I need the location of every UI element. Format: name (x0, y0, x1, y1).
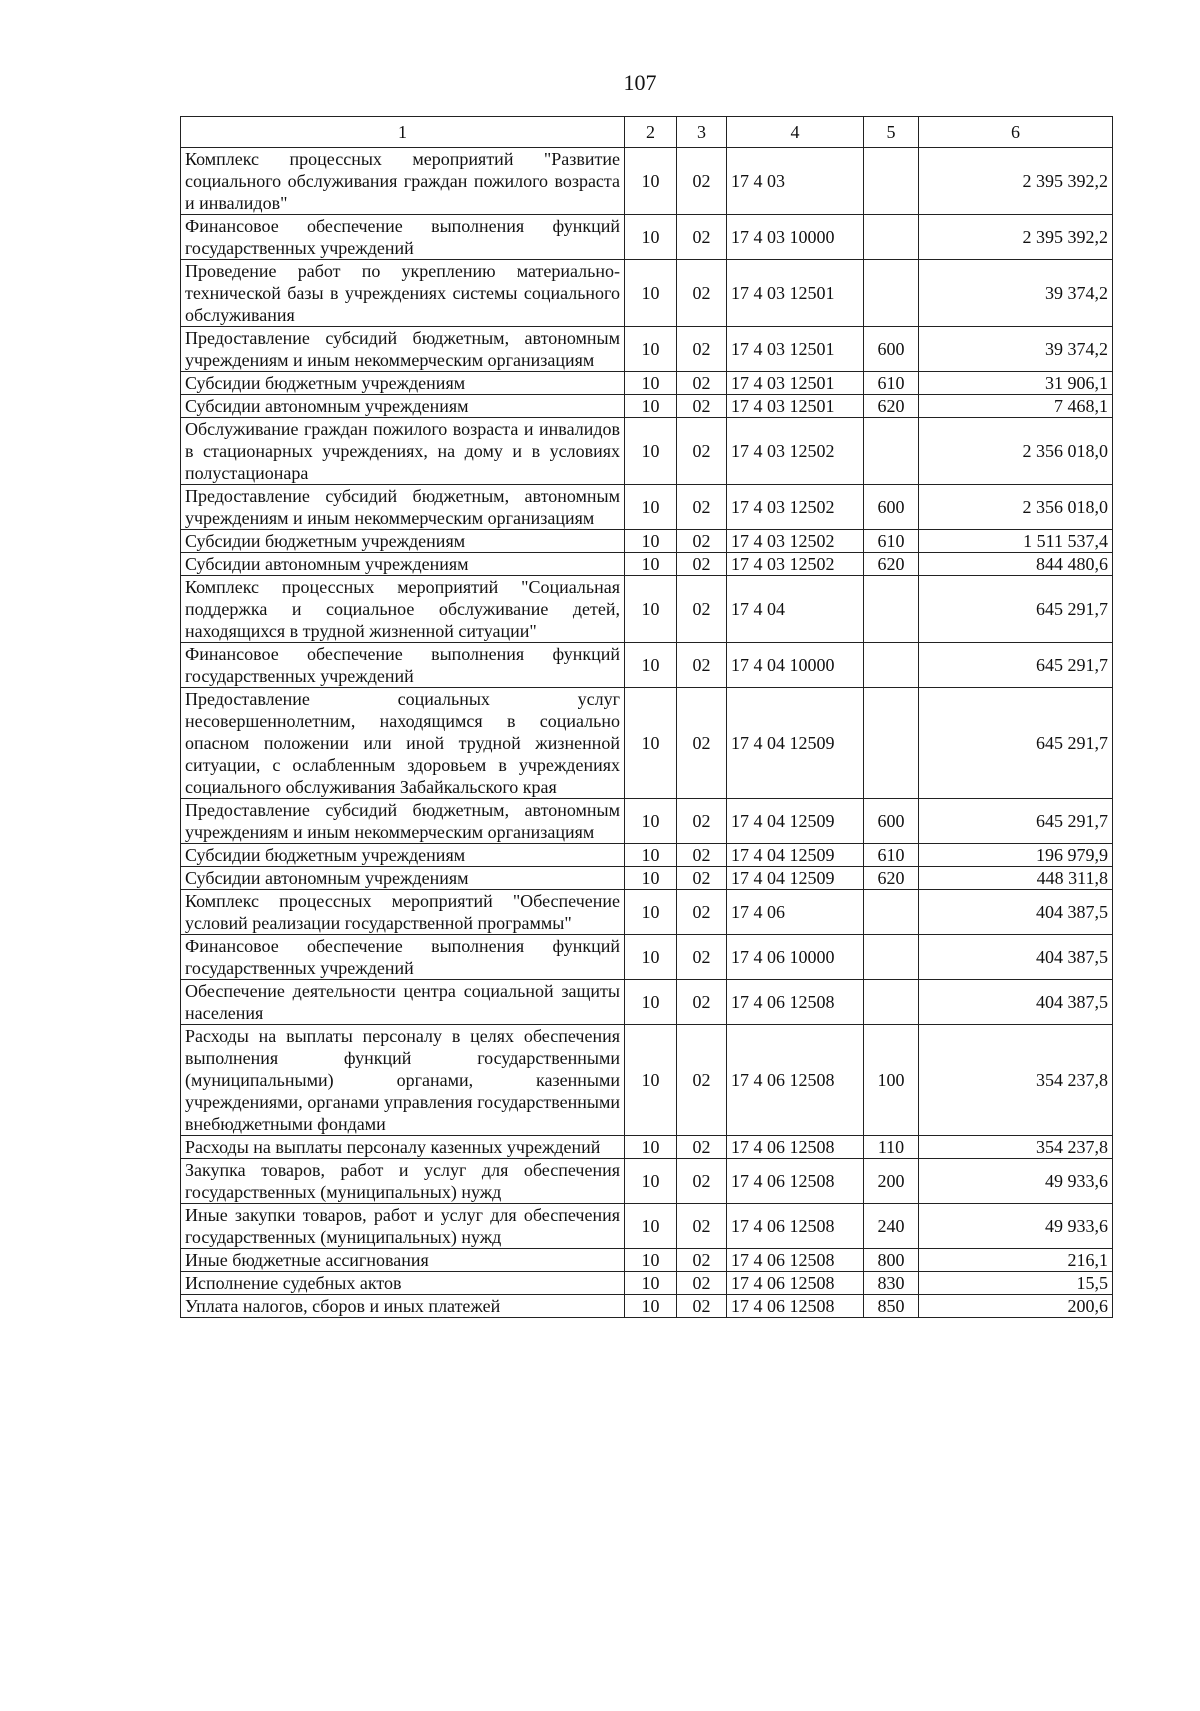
row-expense-type (864, 148, 919, 215)
row-section: 10 (625, 890, 677, 935)
row-amount: 2 395 392,2 (919, 148, 1113, 215)
row-subsection: 02 (677, 890, 727, 935)
row-subsection: 02 (677, 1295, 727, 1318)
row-target-code: 17 4 04 12509 (727, 844, 864, 867)
table-row (181, 890, 1113, 935)
table-row (181, 1025, 1113, 1136)
row-section: 10 (625, 485, 677, 530)
row-target-code: 17 4 06 12508 (727, 1025, 864, 1136)
budget-table (180, 116, 1113, 1318)
table-row (181, 327, 1113, 372)
row-target-code: 17 4 03 12502 (727, 553, 864, 576)
row-expense-type (864, 890, 919, 935)
header-col-1: 1 (181, 117, 625, 148)
row-subsection: 02 (677, 576, 727, 643)
row-name: Иные бюджетные ассигнования (181, 1249, 625, 1272)
row-name: Комплекс процессных мероприятий "Социальная поддержка и социальное обслуживание детей, находящихся в трудной жизненной ситуации" (181, 576, 625, 643)
row-subsection: 02 (677, 1136, 727, 1159)
row-name: Субсидии бюджетным учреждениям (181, 844, 625, 867)
row-section: 10 (625, 688, 677, 799)
table-row (181, 576, 1113, 643)
row-section: 10 (625, 215, 677, 260)
row-name: Субсидии бюджетным учреждениям (181, 530, 625, 553)
row-name: Уплата налогов, сборов и иных платежей (181, 1295, 625, 1318)
row-subsection: 02 (677, 1272, 727, 1295)
row-section: 10 (625, 1249, 677, 1272)
table-row (181, 1295, 1113, 1318)
row-expense-type (864, 260, 919, 327)
table-row (181, 1204, 1113, 1249)
row-name: Обслуживание граждан пожилого возраста и инвалидов в стационарных учреждениях, на дому и в условиях полустационара (181, 418, 625, 485)
row-section: 10 (625, 935, 677, 980)
row-section: 10 (625, 1295, 677, 1318)
table-row (181, 980, 1113, 1025)
table-body (181, 117, 1113, 1318)
row-name: Предоставление социальных услуг несовершеннолетним, находящимся в социально опасном положении или иной трудной жизненной ситуации, с ослабленным здоровьем в учреждениях социального обслуживания Забайкальского края (181, 688, 625, 799)
row-subsection: 02 (677, 395, 727, 418)
row-name: Расходы на выплаты персоналу в целях обеспечения выполнения функций государственными (муниципальными) органами, казенными учреждениями, органами управления государственными внебюджетными фондами (181, 1025, 625, 1136)
row-name: Субсидии автономным учреждениям (181, 867, 625, 890)
row-target-code: 17 4 03 12501 (727, 372, 864, 395)
row-subsection: 02 (677, 1204, 727, 1249)
row-section: 10 (625, 327, 677, 372)
row-amount: 200,6 (919, 1295, 1113, 1318)
row-expense-type (864, 643, 919, 688)
table-row (181, 688, 1113, 799)
row-expense-type: 600 (864, 485, 919, 530)
row-amount: 2 395 392,2 (919, 215, 1113, 260)
row-subsection: 02 (677, 215, 727, 260)
row-amount: 404 387,5 (919, 935, 1113, 980)
row-name: Предоставление субсидий бюджетным, автономным учреждениям и иным некоммерческим организациям (181, 485, 625, 530)
row-target-code: 17 4 04 (727, 576, 864, 643)
header-col-6: 6 (919, 117, 1113, 148)
row-target-code: 17 4 06 12508 (727, 1159, 864, 1204)
row-section: 10 (625, 980, 677, 1025)
row-subsection: 02 (677, 867, 727, 890)
table-row (181, 372, 1113, 395)
row-expense-type: 600 (864, 799, 919, 844)
row-target-code: 17 4 06 (727, 890, 864, 935)
row-amount: 354 237,8 (919, 1025, 1113, 1136)
row-name: Расходы на выплаты персоналу казенных учреждений (181, 1136, 625, 1159)
row-name: Проведение работ по укреплению материально-технической базы в учреждениях системы социального обслуживания (181, 260, 625, 327)
row-expense-type (864, 688, 919, 799)
row-subsection: 02 (677, 1249, 727, 1272)
row-amount: 1 511 537,4 (919, 530, 1113, 553)
row-section: 10 (625, 148, 677, 215)
row-section: 10 (625, 553, 677, 576)
row-amount: 645 291,7 (919, 576, 1113, 643)
row-name: Обеспечение деятельности центра социальной защиты населения (181, 980, 625, 1025)
row-section: 10 (625, 1136, 677, 1159)
row-subsection: 02 (677, 1159, 727, 1204)
row-name: Субсидии бюджетным учреждениям (181, 372, 625, 395)
row-amount: 844 480,6 (919, 553, 1113, 576)
row-subsection: 02 (677, 485, 727, 530)
row-section: 10 (625, 643, 677, 688)
row-amount: 196 979,9 (919, 844, 1113, 867)
row-section: 10 (625, 799, 677, 844)
row-target-code: 17 4 06 12508 (727, 980, 864, 1025)
table-row (181, 935, 1113, 980)
row-name: Субсидии автономным учреждениям (181, 395, 625, 418)
row-expense-type: 100 (864, 1025, 919, 1136)
row-section: 10 (625, 418, 677, 485)
row-name: Финансовое обеспечение выполнения функций государственных учреждений (181, 215, 625, 260)
row-expense-type: 610 (864, 844, 919, 867)
row-amount: 2 356 018,0 (919, 485, 1113, 530)
row-target-code: 17 4 03 12502 (727, 485, 864, 530)
row-target-code: 17 4 04 12509 (727, 867, 864, 890)
row-amount: 448 311,8 (919, 867, 1113, 890)
row-subsection: 02 (677, 799, 727, 844)
row-section: 10 (625, 372, 677, 395)
row-name: Закупка товаров, работ и услуг для обеспечения государственных (муниципальных) нужд (181, 1159, 625, 1204)
row-target-code: 17 4 03 12501 (727, 395, 864, 418)
table-row (181, 260, 1113, 327)
row-expense-type: 620 (864, 867, 919, 890)
row-section: 10 (625, 530, 677, 553)
row-section: 10 (625, 1272, 677, 1295)
row-amount: 31 906,1 (919, 372, 1113, 395)
table-row (181, 553, 1113, 576)
row-target-code: 17 4 03 12501 (727, 327, 864, 372)
row-amount: 7 468,1 (919, 395, 1113, 418)
row-expense-type: 600 (864, 327, 919, 372)
row-expense-type: 850 (864, 1295, 919, 1318)
row-subsection: 02 (677, 553, 727, 576)
table-row (181, 1249, 1113, 1272)
row-amount: 39 374,2 (919, 260, 1113, 327)
row-target-code: 17 4 04 10000 (727, 643, 864, 688)
row-subsection: 02 (677, 1025, 727, 1136)
row-expense-type: 620 (864, 553, 919, 576)
row-amount: 404 387,5 (919, 890, 1113, 935)
table-row (181, 530, 1113, 553)
row-expense-type: 610 (864, 530, 919, 553)
row-subsection: 02 (677, 844, 727, 867)
row-expense-type: 620 (864, 395, 919, 418)
row-name: Финансовое обеспечение выполнения функций государственных учреждений (181, 935, 625, 980)
row-amount: 2 356 018,0 (919, 418, 1113, 485)
row-amount: 39 374,2 (919, 327, 1113, 372)
row-target-code: 17 4 06 12508 (727, 1204, 864, 1249)
row-expense-type: 830 (864, 1272, 919, 1295)
row-amount: 645 291,7 (919, 688, 1113, 799)
row-amount: 15,5 (919, 1272, 1113, 1295)
table-row (181, 799, 1113, 844)
row-amount: 49 933,6 (919, 1159, 1113, 1204)
table-row (181, 215, 1113, 260)
page-number: 107 (623, 70, 657, 95)
row-target-code: 17 4 03 12502 (727, 418, 864, 485)
row-target-code: 17 4 03 10000 (727, 215, 864, 260)
row-expense-type (864, 576, 919, 643)
row-target-code: 17 4 03 12501 (727, 260, 864, 327)
header-col-3: 3 (677, 117, 727, 148)
table-row (181, 1272, 1113, 1295)
header-col-2: 2 (625, 117, 677, 148)
row-name: Предоставление субсидий бюджетным, автономным учреждениям и иным некоммерческим организациям (181, 799, 625, 844)
row-subsection: 02 (677, 530, 727, 553)
row-section: 10 (625, 395, 677, 418)
table-row (181, 418, 1113, 485)
row-expense-type (864, 935, 919, 980)
row-target-code: 17 4 03 (727, 148, 864, 215)
row-target-code: 17 4 06 12508 (727, 1295, 864, 1318)
row-target-code: 17 4 04 12509 (727, 799, 864, 844)
header-row (181, 117, 1113, 148)
row-amount: 404 387,5 (919, 980, 1113, 1025)
table-row (181, 867, 1113, 890)
row-name: Финансовое обеспечение выполнения функций государственных учреждений (181, 643, 625, 688)
row-name: Иные закупки товаров, работ и услуг для обеспечения государственных (муниципальных) нужд (181, 1204, 625, 1249)
row-subsection: 02 (677, 148, 727, 215)
row-section: 10 (625, 844, 677, 867)
table-row (181, 1159, 1113, 1204)
row-section: 10 (625, 1159, 677, 1204)
row-section: 10 (625, 867, 677, 890)
row-expense-type: 610 (864, 372, 919, 395)
row-target-code: 17 4 06 12508 (727, 1272, 864, 1295)
row-expense-type: 200 (864, 1159, 919, 1204)
row-target-code: 17 4 06 12508 (727, 1249, 864, 1272)
row-expense-type (864, 418, 919, 485)
row-section: 10 (625, 1025, 677, 1136)
row-amount: 216,1 (919, 1249, 1113, 1272)
table-row (181, 148, 1113, 215)
table-row (181, 1136, 1113, 1159)
table-row (181, 844, 1113, 867)
row-expense-type (864, 980, 919, 1025)
row-subsection: 02 (677, 935, 727, 980)
row-target-code: 17 4 03 12502 (727, 530, 864, 553)
row-subsection: 02 (677, 260, 727, 327)
table-row (181, 395, 1113, 418)
header-col-5: 5 (864, 117, 919, 148)
row-section: 10 (625, 576, 677, 643)
row-amount: 49 933,6 (919, 1204, 1113, 1249)
row-amount: 645 291,7 (919, 799, 1113, 844)
row-target-code: 17 4 06 12508 (727, 1136, 864, 1159)
row-section: 10 (625, 260, 677, 327)
row-subsection: 02 (677, 327, 727, 372)
row-name: Предоставление субсидий бюджетным, автономным учреждениям и иным некоммерческим организациям (181, 327, 625, 372)
row-amount: 354 237,8 (919, 1136, 1113, 1159)
row-section: 10 (625, 1204, 677, 1249)
row-subsection: 02 (677, 643, 727, 688)
row-target-code: 17 4 04 12509 (727, 688, 864, 799)
row-name: Исполнение судебных актов (181, 1272, 625, 1295)
row-name: Субсидии автономным учреждениям (181, 553, 625, 576)
row-expense-type: 240 (864, 1204, 919, 1249)
row-expense-type: 800 (864, 1249, 919, 1272)
row-name: Комплекс процессных мероприятий "Обеспечение условий реализации государственной программы" (181, 890, 625, 935)
header-col-4: 4 (727, 117, 864, 148)
row-expense-type: 110 (864, 1136, 919, 1159)
row-subsection: 02 (677, 980, 727, 1025)
row-subsection: 02 (677, 688, 727, 799)
row-target-code: 17 4 06 10000 (727, 935, 864, 980)
row-name: Комплекс процессных мероприятий "Развитие социального обслуживания граждан пожилого возраста и инвалидов" (181, 148, 625, 215)
row-subsection: 02 (677, 372, 727, 395)
row-expense-type (864, 215, 919, 260)
table-row (181, 643, 1113, 688)
row-subsection: 02 (677, 418, 727, 485)
table-row (181, 485, 1113, 530)
row-amount: 645 291,7 (919, 643, 1113, 688)
